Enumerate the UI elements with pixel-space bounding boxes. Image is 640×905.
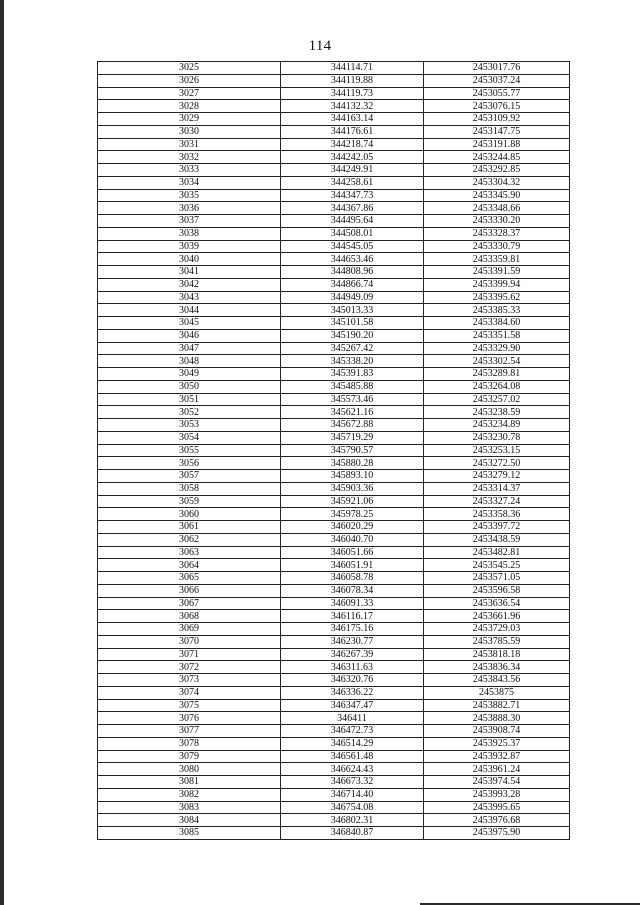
x-coordinate-cell: 346267.39: [281, 648, 424, 661]
y-coordinate-cell: 2453932.87: [424, 750, 570, 763]
x-coordinate-cell: 345921.06: [281, 495, 424, 508]
point-number-cell: 3084: [98, 814, 281, 827]
x-coordinate-cell: 344508.01: [281, 227, 424, 240]
x-coordinate-cell: 344495.64: [281, 215, 424, 228]
y-coordinate-cell: 2453993.28: [424, 788, 570, 801]
y-coordinate-cell: 2453818.18: [424, 648, 570, 661]
x-coordinate-cell: 345267.42: [281, 342, 424, 355]
y-coordinate-cell: 2453279.12: [424, 470, 570, 483]
point-number-cell: 3082: [98, 788, 281, 801]
y-coordinate-cell: 2453348.66: [424, 202, 570, 215]
x-coordinate-cell: 346078.34: [281, 584, 424, 597]
table-row: [98, 750, 570, 763]
point-number-cell: 3083: [98, 801, 281, 814]
point-number-cell: 3029: [98, 113, 281, 126]
y-coordinate-cell: 2453345.90: [424, 189, 570, 202]
point-number-cell: 3039: [98, 240, 281, 253]
x-coordinate-cell: 345880.28: [281, 457, 424, 470]
table-row: [98, 342, 570, 355]
y-coordinate-cell: 2453995.65: [424, 801, 570, 814]
table-row: [98, 623, 570, 636]
point-number-cell: 3063: [98, 546, 281, 559]
y-coordinate-cell: 2453109.92: [424, 113, 570, 126]
table-row: [98, 827, 570, 840]
y-coordinate-cell: 2453785.59: [424, 635, 570, 648]
x-coordinate-cell: 345672.88: [281, 419, 424, 432]
y-coordinate-cell: 2453391.59: [424, 266, 570, 279]
y-coordinate-cell: 2453545.25: [424, 559, 570, 572]
y-coordinate-cell: 2453399.94: [424, 278, 570, 291]
x-coordinate-cell: 344176.61: [281, 125, 424, 138]
x-coordinate-cell: 344545.05: [281, 240, 424, 253]
y-coordinate-cell: 2453596.58: [424, 584, 570, 597]
x-coordinate-cell: 346020.29: [281, 521, 424, 534]
x-coordinate-cell: 346472.73: [281, 725, 424, 738]
y-coordinate-cell: 2453571.05: [424, 572, 570, 585]
y-coordinate-cell: 2453230.78: [424, 431, 570, 444]
y-coordinate-cell: 2453327.24: [424, 495, 570, 508]
x-coordinate-cell: 345573.46: [281, 393, 424, 406]
y-coordinate-cell: 2453836.34: [424, 661, 570, 674]
point-number-cell: 3044: [98, 304, 281, 317]
point-number-cell: 3043: [98, 291, 281, 304]
x-coordinate-cell: 346058.78: [281, 572, 424, 585]
y-coordinate-cell: 2453289.81: [424, 368, 570, 381]
y-coordinate-cell: 2453234.89: [424, 419, 570, 432]
x-coordinate-cell: 346514.29: [281, 737, 424, 750]
y-coordinate-cell: 2453636.54: [424, 597, 570, 610]
point-number-cell: 3052: [98, 406, 281, 419]
table-row: [98, 227, 570, 240]
y-coordinate-cell: 2453397.72: [424, 521, 570, 534]
table-row: [98, 304, 570, 317]
y-coordinate-cell: 2453395.62: [424, 291, 570, 304]
y-coordinate-cell: 2453925.37: [424, 737, 570, 750]
y-coordinate-cell: 2453961.24: [424, 763, 570, 776]
x-coordinate-cell: 346802.31: [281, 814, 424, 827]
y-coordinate-cell: 2453359.81: [424, 253, 570, 266]
x-coordinate-cell: 346116.17: [281, 610, 424, 623]
table-row: [98, 635, 570, 648]
y-coordinate-cell: 2453330.20: [424, 215, 570, 228]
table-row: [98, 202, 570, 215]
x-coordinate-cell: 344653.46: [281, 253, 424, 266]
x-coordinate-cell: 344249.91: [281, 164, 424, 177]
y-coordinate-cell: 2453055.77: [424, 87, 570, 100]
y-coordinate-cell: 2453975.90: [424, 827, 570, 840]
y-coordinate-cell: 2453908.74: [424, 725, 570, 738]
point-number-cell: 3085: [98, 827, 281, 840]
point-number-cell: 3040: [98, 253, 281, 266]
table-row: [98, 725, 570, 738]
point-number-cell: 3065: [98, 572, 281, 585]
x-coordinate-cell: 346320.76: [281, 674, 424, 687]
point-number-cell: 3056: [98, 457, 281, 470]
point-number-cell: 3046: [98, 329, 281, 342]
point-number-cell: 3059: [98, 495, 281, 508]
table-row: [98, 801, 570, 814]
table-row: [98, 215, 570, 228]
y-coordinate-cell: 2453882.71: [424, 699, 570, 712]
point-number-cell: 3070: [98, 635, 281, 648]
y-coordinate-cell: 2453358.36: [424, 508, 570, 521]
y-coordinate-cell: 2453385.33: [424, 304, 570, 317]
point-number-cell: 3053: [98, 419, 281, 432]
table-row: [98, 814, 570, 827]
point-number-cell: 3066: [98, 584, 281, 597]
y-coordinate-cell: 2453302.54: [424, 355, 570, 368]
table-row: [98, 419, 570, 432]
x-coordinate-cell: 344114.71: [281, 62, 424, 75]
point-number-cell: 3035: [98, 189, 281, 202]
page-number: 114: [308, 38, 332, 54]
point-number-cell: 3038: [98, 227, 281, 240]
table-row: [98, 712, 570, 725]
point-number-cell: 3069: [98, 623, 281, 636]
x-coordinate-cell: 344119.88: [281, 74, 424, 87]
x-coordinate-cell: 344218.74: [281, 138, 424, 151]
table-row: [98, 521, 570, 534]
x-coordinate-cell: 345903.36: [281, 482, 424, 495]
table-row: [98, 380, 570, 393]
table-row: [98, 87, 570, 100]
y-coordinate-cell: 2453330.79: [424, 240, 570, 253]
table-row: [98, 393, 570, 406]
table-row: [98, 444, 570, 457]
x-coordinate-cell: 344866.74: [281, 278, 424, 291]
y-coordinate-cell: 2453976.68: [424, 814, 570, 827]
x-coordinate-cell: 346840.87: [281, 827, 424, 840]
point-number-cell: 3025: [98, 62, 281, 75]
table-row: [98, 788, 570, 801]
x-coordinate-cell: 345338.20: [281, 355, 424, 368]
table-row: [98, 763, 570, 776]
y-coordinate-cell: 2453888.30: [424, 712, 570, 725]
y-coordinate-cell: 2453244.85: [424, 151, 570, 164]
point-number-cell: 3073: [98, 674, 281, 687]
x-coordinate-cell: 346673.32: [281, 776, 424, 789]
y-coordinate-cell: 2453314.37: [424, 482, 570, 495]
x-coordinate-cell: 344367.86: [281, 202, 424, 215]
y-coordinate-cell: 2453875: [424, 686, 570, 699]
point-number-cell: 3062: [98, 533, 281, 546]
y-coordinate-cell: 2453482.81: [424, 546, 570, 559]
x-coordinate-cell: 346311.63: [281, 661, 424, 674]
x-coordinate-cell: 345893.10: [281, 470, 424, 483]
point-number-cell: 3048: [98, 355, 281, 368]
table-row: [98, 266, 570, 279]
point-number-cell: 3037: [98, 215, 281, 228]
y-coordinate-cell: 2453438.59: [424, 533, 570, 546]
table-row: [98, 240, 570, 253]
point-number-cell: 3064: [98, 559, 281, 572]
coordinates-table-body: [98, 62, 570, 840]
table-row: [98, 189, 570, 202]
x-coordinate-cell: 346561.48: [281, 750, 424, 763]
y-coordinate-cell: 2453147.75: [424, 125, 570, 138]
table-row: [98, 113, 570, 126]
table-row: [98, 699, 570, 712]
point-number-cell: 3061: [98, 521, 281, 534]
point-number-cell: 3036: [98, 202, 281, 215]
x-coordinate-cell: 346411: [281, 712, 424, 725]
point-number-cell: 3067: [98, 597, 281, 610]
table-row: [98, 559, 570, 572]
x-coordinate-cell: 345190.20: [281, 329, 424, 342]
table-row: [98, 648, 570, 661]
table-row: [98, 470, 570, 483]
x-coordinate-cell: 344242.05: [281, 151, 424, 164]
point-number-cell: 3028: [98, 100, 281, 113]
table-row: [98, 776, 570, 789]
coordinates-table: [97, 61, 570, 840]
y-coordinate-cell: 2453974.54: [424, 776, 570, 789]
table-row: [98, 368, 570, 381]
point-number-cell: 3068: [98, 610, 281, 623]
table-row: [98, 151, 570, 164]
x-coordinate-cell: 346336.22: [281, 686, 424, 699]
x-coordinate-cell: 346624.43: [281, 763, 424, 776]
y-coordinate-cell: 2453264.08: [424, 380, 570, 393]
table-row: [98, 406, 570, 419]
point-number-cell: 3076: [98, 712, 281, 725]
table-row: [98, 584, 570, 597]
point-number-cell: 3071: [98, 648, 281, 661]
table-row: [98, 431, 570, 444]
point-number-cell: 3055: [98, 444, 281, 457]
point-number-cell: 3078: [98, 737, 281, 750]
x-coordinate-cell: 346051.91: [281, 559, 424, 572]
y-coordinate-cell: 2453328.37: [424, 227, 570, 240]
table-row: [98, 508, 570, 521]
x-coordinate-cell: 346714.40: [281, 788, 424, 801]
table-row: [98, 533, 570, 546]
point-number-cell: 3045: [98, 317, 281, 330]
point-number-cell: 3079: [98, 750, 281, 763]
table-row: [98, 674, 570, 687]
x-coordinate-cell: 345391.83: [281, 368, 424, 381]
point-number-cell: 3027: [98, 87, 281, 100]
point-number-cell: 3054: [98, 431, 281, 444]
x-coordinate-cell: 345790.57: [281, 444, 424, 457]
x-coordinate-cell: 344163.14: [281, 113, 424, 126]
point-number-cell: 3033: [98, 164, 281, 177]
x-coordinate-cell: 345101.58: [281, 317, 424, 330]
x-coordinate-cell: 344119.73: [281, 87, 424, 100]
table-row: [98, 610, 570, 623]
point-number-cell: 3058: [98, 482, 281, 495]
y-coordinate-cell: 2453843.56: [424, 674, 570, 687]
x-coordinate-cell: 346347.47: [281, 699, 424, 712]
y-coordinate-cell: 2453729.03: [424, 623, 570, 636]
x-coordinate-cell: 345485.88: [281, 380, 424, 393]
y-coordinate-cell: 2453037.24: [424, 74, 570, 87]
point-number-cell: 3072: [98, 661, 281, 674]
point-number-cell: 3041: [98, 266, 281, 279]
point-number-cell: 3026: [98, 74, 281, 87]
table-row: [98, 74, 570, 87]
scan-left-edge: [0, 0, 4, 905]
table-row: [98, 62, 570, 75]
x-coordinate-cell: 345719.29: [281, 431, 424, 444]
point-number-cell: 3049: [98, 368, 281, 381]
x-coordinate-cell: 345978.25: [281, 508, 424, 521]
table-row: [98, 278, 570, 291]
point-number-cell: 3074: [98, 686, 281, 699]
table-row: [98, 253, 570, 266]
point-number-cell: 3060: [98, 508, 281, 521]
table-row: [98, 291, 570, 304]
table-row: [98, 495, 570, 508]
y-coordinate-cell: 2453238.59: [424, 406, 570, 419]
y-coordinate-cell: 2453384.60: [424, 317, 570, 330]
point-number-cell: 3042: [98, 278, 281, 291]
x-coordinate-cell: 344347.73: [281, 189, 424, 202]
point-number-cell: 3032: [98, 151, 281, 164]
y-coordinate-cell: 2453017.76: [424, 62, 570, 75]
point-number-cell: 3034: [98, 176, 281, 189]
x-coordinate-cell: 344949.09: [281, 291, 424, 304]
table-row: [98, 176, 570, 189]
y-coordinate-cell: 2453329.90: [424, 342, 570, 355]
table-row: [98, 164, 570, 177]
y-coordinate-cell: 2453076.15: [424, 100, 570, 113]
y-coordinate-cell: 2453191.88: [424, 138, 570, 151]
table-row: [98, 572, 570, 585]
y-coordinate-cell: 2453272.50: [424, 457, 570, 470]
table-row: [98, 546, 570, 559]
point-number-cell: 3075: [98, 699, 281, 712]
y-coordinate-cell: 2453253.15: [424, 444, 570, 457]
y-coordinate-cell: 2453257.02: [424, 393, 570, 406]
point-number-cell: 3057: [98, 470, 281, 483]
point-number-cell: 3051: [98, 393, 281, 406]
x-coordinate-cell: 346175.16: [281, 623, 424, 636]
x-coordinate-cell: 344808.96: [281, 266, 424, 279]
x-coordinate-cell: 346230.77: [281, 635, 424, 648]
table-row: [98, 317, 570, 330]
x-coordinate-cell: 346754.08: [281, 801, 424, 814]
table-row: [98, 597, 570, 610]
x-coordinate-cell: 344132.32: [281, 100, 424, 113]
table-row: [98, 329, 570, 342]
table-row: [98, 100, 570, 113]
y-coordinate-cell: 2453351.58: [424, 329, 570, 342]
x-coordinate-cell: 345621.16: [281, 406, 424, 419]
table-row: [98, 661, 570, 674]
point-number-cell: 3050: [98, 380, 281, 393]
point-number-cell: 3031: [98, 138, 281, 151]
table-row: [98, 457, 570, 470]
x-coordinate-cell: 346040.70: [281, 533, 424, 546]
point-number-cell: 3030: [98, 125, 281, 138]
x-coordinate-cell: 344258.61: [281, 176, 424, 189]
point-number-cell: 3080: [98, 763, 281, 776]
x-coordinate-cell: 345013.33: [281, 304, 424, 317]
point-number-cell: 3081: [98, 776, 281, 789]
x-coordinate-cell: 346091.33: [281, 597, 424, 610]
table-row: [98, 482, 570, 495]
table-row: [98, 686, 570, 699]
table-row: [98, 355, 570, 368]
table-row: [98, 125, 570, 138]
table-row: [98, 138, 570, 151]
point-number-cell: 3077: [98, 725, 281, 738]
y-coordinate-cell: 2453292.85: [424, 164, 570, 177]
y-coordinate-cell: 2453304.32: [424, 176, 570, 189]
x-coordinate-cell: 346051.66: [281, 546, 424, 559]
y-coordinate-cell: 2453661.96: [424, 610, 570, 623]
point-number-cell: 3047: [98, 342, 281, 355]
table-row: [98, 737, 570, 750]
